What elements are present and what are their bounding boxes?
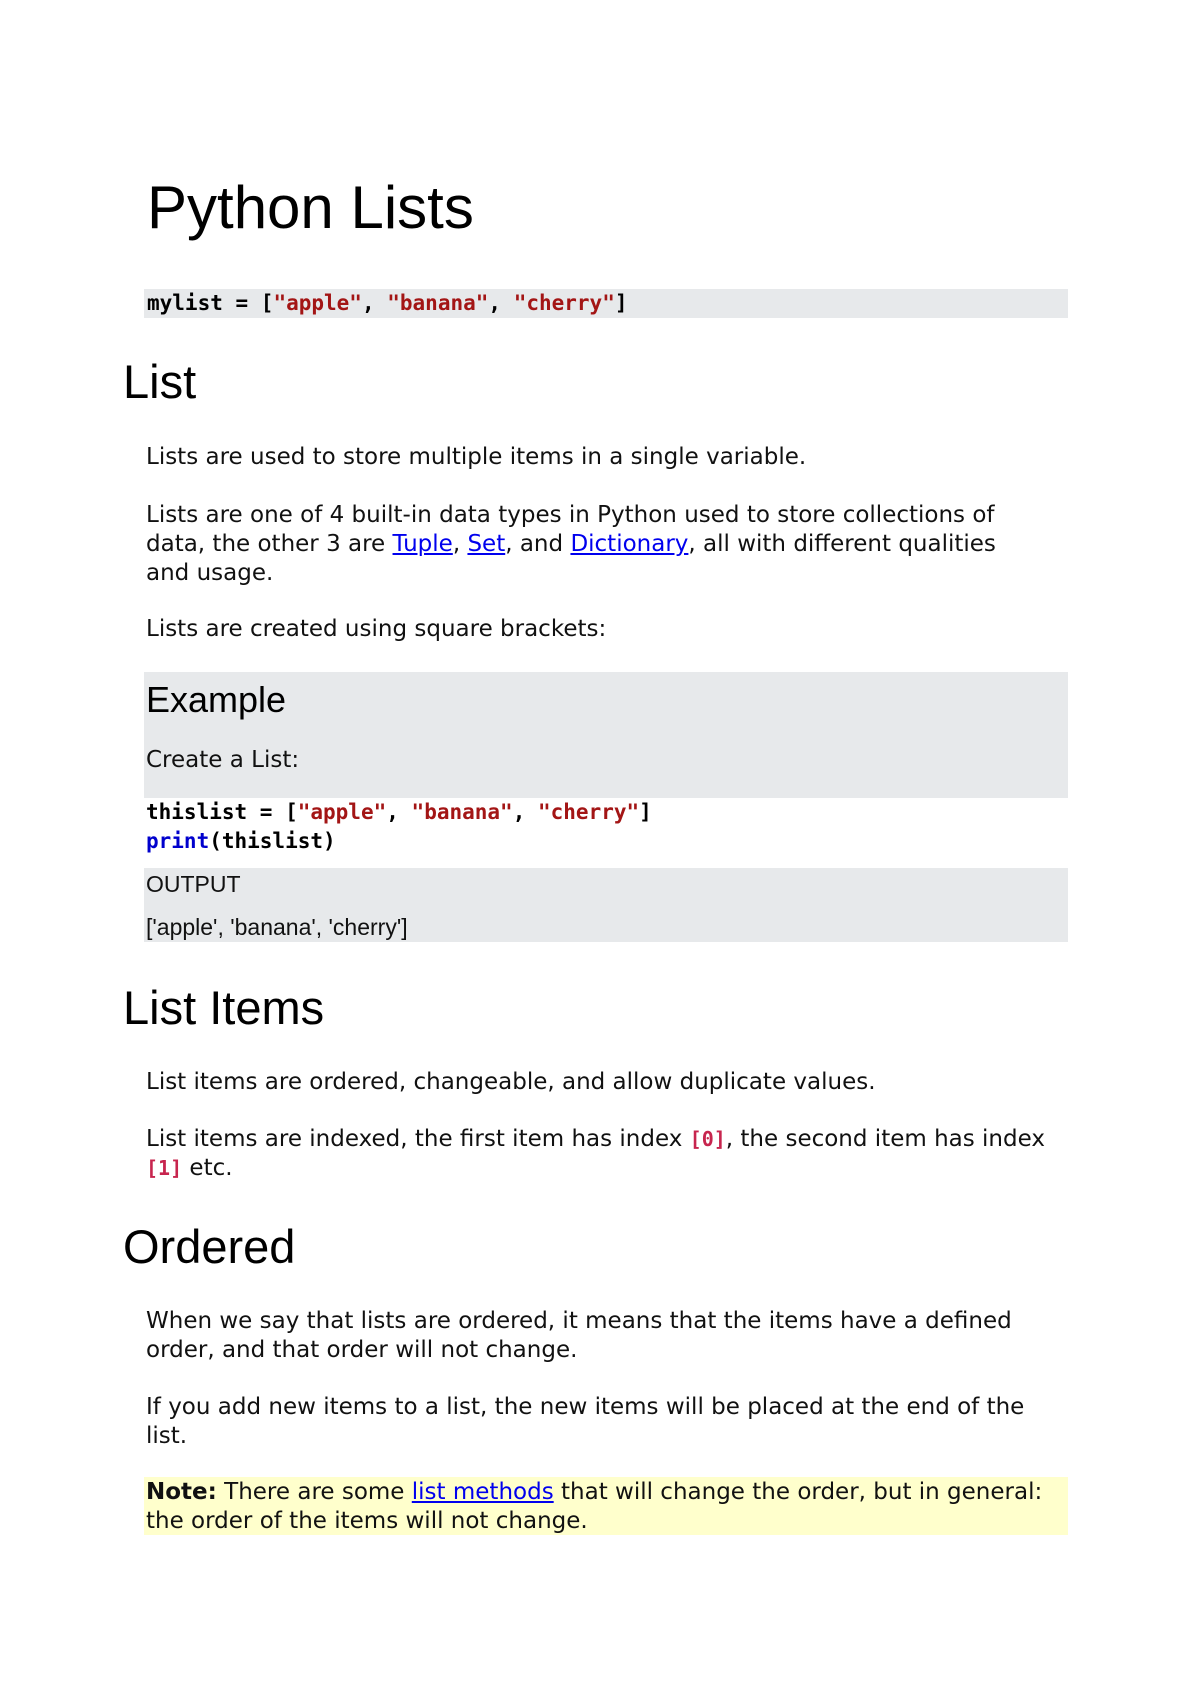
- list-items-paragraph-1: List items are ordered, changeable, and allow duplicate values.: [146, 1069, 876, 1095]
- code-separator: ,: [488, 291, 514, 315]
- note-text: There are some: [216, 1479, 412, 1505]
- ordered-paragraph-2: If you add new items to a list, the new items will be placed at the end of the list.: [146, 1394, 1025, 1449]
- tuple-link[interactable]: Tuple: [392, 531, 453, 557]
- note-paragraph: [146, 1478, 1056, 1536]
- list-paragraph-2-tail: , all with different qualities and usage.: [146, 531, 996, 586]
- and-text: , and: [505, 531, 571, 557]
- list-paragraph-2-text: Lists are one of 4 built-in data types in Python used to store collections of data, the other 3 are: [146, 502, 995, 557]
- code-close-bracket: ]: [614, 291, 628, 315]
- code-string-cherry: "cherry": [513, 291, 615, 315]
- code-close-bracket: ]: [639, 800, 652, 824]
- code-separator: ,: [386, 800, 412, 824]
- heading-list: List: [123, 355, 197, 408]
- list-items-paragraph-2-text: List items are indexed, the first item has index: [146, 1126, 690, 1152]
- code-string-apple: "apple": [297, 800, 387, 824]
- heading-ordered: Ordered: [123, 1220, 296, 1273]
- code-operator: = [: [247, 800, 298, 824]
- example-code-block: [146, 798, 1068, 856]
- list-items-paragraph-2-mid: , the second item has index: [725, 1126, 1045, 1152]
- code-variable: mylist: [147, 291, 223, 315]
- example-code-line-2: [146, 827, 1068, 856]
- note-label: Note:: [146, 1479, 217, 1505]
- list-items-paragraph-2-tail: etc.: [182, 1155, 233, 1181]
- code-separator: ,: [512, 800, 538, 824]
- example-caption: Create a List:: [146, 747, 300, 773]
- set-link[interactable]: Set: [467, 531, 506, 557]
- list-paragraph-3: Lists are created using square brackets:: [146, 616, 607, 642]
- output-label: OUTPUT: [146, 871, 241, 897]
- top-code-block: [144, 289, 1068, 318]
- code-call-args: (thislist): [209, 829, 336, 853]
- ordered-paragraph-1: When we say that lists are ordered, it means that the items have a defined order, and that order will not change.: [146, 1308, 1012, 1363]
- heading-list-items: List Items: [123, 981, 325, 1034]
- output-value: ['apple', 'banana', 'cherry']: [146, 914, 408, 940]
- note-text-tail: that will change the order, but in general: the order of the items will not change.: [146, 1479, 1043, 1534]
- list-paragraph-1: Lists are used to store multiple items in a single variable.: [146, 444, 807, 470]
- code-keyword-print: print: [146, 829, 210, 853]
- list-paragraph-2: [146, 501, 1046, 588]
- example-heading: Example: [146, 679, 287, 720]
- top-code-line: [144, 289, 1068, 318]
- code-operator: = [: [222, 291, 274, 315]
- comma: ,: [452, 531, 468, 557]
- index-one-code: [1]: [146, 1156, 183, 1180]
- code-separator: ,: [361, 291, 388, 315]
- dictionary-link[interactable]: Dictionary: [570, 531, 689, 557]
- list-methods-link[interactable]: list methods: [411, 1479, 554, 1505]
- page-title: Python Lists: [147, 174, 474, 241]
- code-variable: thislist: [146, 800, 248, 824]
- index-zero-code: [0]: [689, 1127, 726, 1151]
- example-code-line-1: [146, 798, 1068, 827]
- code-string-banana: "banana": [411, 800, 513, 824]
- code-string-apple: "apple": [273, 291, 362, 315]
- code-string-cherry: "cherry": [538, 800, 640, 824]
- code-string-banana: "banana": [387, 291, 489, 315]
- list-items-paragraph-2: [146, 1125, 1046, 1183]
